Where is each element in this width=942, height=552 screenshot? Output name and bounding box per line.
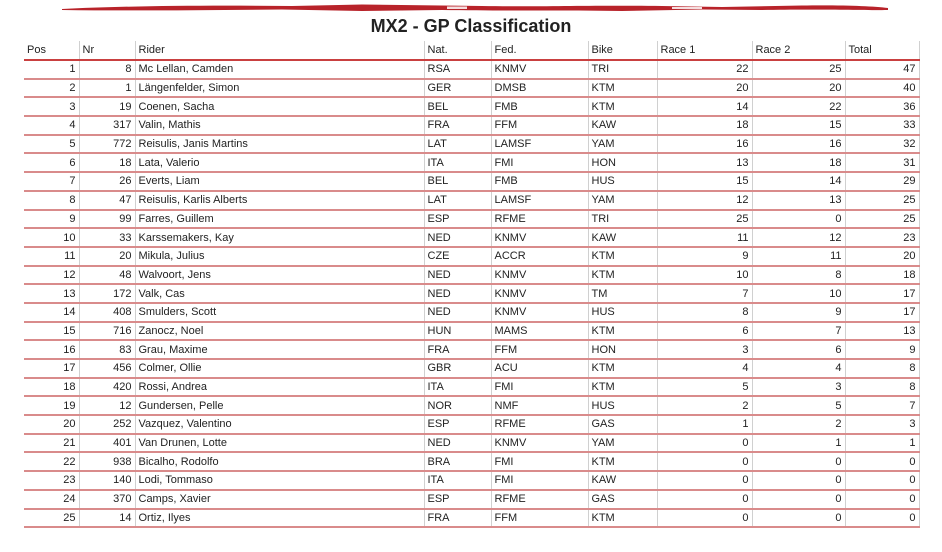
cell-total: 17 bbox=[845, 284, 919, 303]
cell-total: 23 bbox=[845, 228, 919, 247]
page-title: MX2 - GP Classification bbox=[370, 16, 572, 36]
cell-race2: 0 bbox=[752, 509, 845, 528]
cell-total: 33 bbox=[845, 116, 919, 135]
cell-nat: NED bbox=[424, 303, 491, 322]
cell-bike: KTM bbox=[588, 97, 657, 116]
cell-bike: YAM bbox=[588, 135, 657, 154]
cell-nr: 408 bbox=[79, 303, 135, 322]
cell-fed: KNMV bbox=[491, 266, 588, 285]
cell-bike: KTM bbox=[588, 247, 657, 266]
cell-rider: Reisulis, Janis Martins bbox=[135, 135, 424, 154]
cell-nat: NED bbox=[424, 434, 491, 453]
cell-race2: 9 bbox=[752, 303, 845, 322]
cell-rider: Mikula, Julius bbox=[135, 247, 424, 266]
cell-fed: NMF bbox=[491, 396, 588, 415]
classification-table bbox=[24, 41, 920, 528]
cell-pos: 13 bbox=[24, 284, 79, 303]
table-row[interactable] bbox=[24, 135, 919, 154]
header-nat[interactable]: Nat. bbox=[424, 41, 491, 60]
cell-fed: RFME bbox=[491, 415, 588, 434]
cell-rider: Smulders, Scott bbox=[135, 303, 424, 322]
table-row[interactable] bbox=[24, 396, 919, 415]
cell-nat: ESP bbox=[424, 210, 491, 229]
cell-rider: Camps, Xavier bbox=[135, 490, 424, 509]
cell-rider: Rossi, Andrea bbox=[135, 378, 424, 397]
cell-nr: 172 bbox=[79, 284, 135, 303]
table-row[interactable] bbox=[24, 490, 919, 509]
cell-total: 20 bbox=[845, 247, 919, 266]
cell-total: 40 bbox=[845, 79, 919, 98]
cell-nr: 938 bbox=[79, 452, 135, 471]
cell-total: 3 bbox=[845, 415, 919, 434]
cell-fed: KNMV bbox=[491, 434, 588, 453]
cell-fed: KNMV bbox=[491, 228, 588, 247]
cell-total: 31 bbox=[845, 153, 919, 172]
cell-race1: 16 bbox=[657, 135, 752, 154]
cell-total: 29 bbox=[845, 172, 919, 191]
cell-fed: FFM bbox=[491, 116, 588, 135]
cell-pos: 3 bbox=[24, 97, 79, 116]
table-row[interactable] bbox=[24, 228, 919, 247]
cell-bike: YAM bbox=[588, 434, 657, 453]
cell-race2: 18 bbox=[752, 153, 845, 172]
cell-pos: 21 bbox=[24, 434, 79, 453]
cell-nr: 20 bbox=[79, 247, 135, 266]
cell-total: 8 bbox=[845, 378, 919, 397]
cell-fed: FMI bbox=[491, 452, 588, 471]
table-row[interactable] bbox=[24, 378, 919, 397]
cell-rider: Längenfelder, Simon bbox=[135, 79, 424, 98]
cell-nr: 26 bbox=[79, 172, 135, 191]
cell-rider: Bicalho, Rodolfo bbox=[135, 452, 424, 471]
cell-bike: YAM bbox=[588, 191, 657, 210]
cell-pos: 15 bbox=[24, 322, 79, 341]
cell-bike: KTM bbox=[588, 509, 657, 528]
cell-race1: 6 bbox=[657, 322, 752, 341]
cell-fed: FMB bbox=[491, 97, 588, 116]
cell-bike: GAS bbox=[588, 490, 657, 509]
cell-bike: TRI bbox=[588, 210, 657, 229]
cell-nr: 252 bbox=[79, 415, 135, 434]
cell-race1: 5 bbox=[657, 378, 752, 397]
cell-race2: 16 bbox=[752, 135, 845, 154]
cell-race2: 0 bbox=[752, 452, 845, 471]
header-bike[interactable]: Bike bbox=[588, 41, 657, 60]
cell-nr: 33 bbox=[79, 228, 135, 247]
table-row[interactable] bbox=[24, 266, 919, 285]
cell-nat: BEL bbox=[424, 172, 491, 191]
cell-bike: KAW bbox=[588, 471, 657, 490]
cell-race2: 0 bbox=[752, 210, 845, 229]
cell-race2: 2 bbox=[752, 415, 845, 434]
cell-race1: 22 bbox=[657, 60, 752, 79]
cell-nat: BEL bbox=[424, 97, 491, 116]
cell-fed: FMI bbox=[491, 471, 588, 490]
cell-race1: 0 bbox=[657, 452, 752, 471]
table-row[interactable] bbox=[24, 434, 919, 453]
cell-race1: 0 bbox=[657, 509, 752, 528]
cell-bike: HON bbox=[588, 153, 657, 172]
cell-race2: 25 bbox=[752, 60, 845, 79]
cell-rider: Grau, Maxime bbox=[135, 340, 424, 359]
cell-pos: 2 bbox=[24, 79, 79, 98]
cell-bike: HUS bbox=[588, 172, 657, 191]
banner-stroke-main bbox=[62, 5, 888, 12]
cell-fed: KNMV bbox=[491, 284, 588, 303]
cell-pos: 5 bbox=[24, 135, 79, 154]
cell-nr: 772 bbox=[79, 135, 135, 154]
cell-bike: TRI bbox=[588, 60, 657, 79]
cell-total: 7 bbox=[845, 396, 919, 415]
cell-pos: 20 bbox=[24, 415, 79, 434]
cell-nr: 1 bbox=[79, 79, 135, 98]
cell-bike: GAS bbox=[588, 415, 657, 434]
cell-bike: KTM bbox=[588, 359, 657, 378]
cell-race1: 20 bbox=[657, 79, 752, 98]
cell-race1: 3 bbox=[657, 340, 752, 359]
cell-nat: NOR bbox=[424, 396, 491, 415]
cell-rider: Gundersen, Pelle bbox=[135, 396, 424, 415]
cell-race2: 22 bbox=[752, 97, 845, 116]
cell-pos: 4 bbox=[24, 116, 79, 135]
cell-nat: ITA bbox=[424, 153, 491, 172]
cell-nr: 18 bbox=[79, 153, 135, 172]
cell-rider: Lata, Valerio bbox=[135, 153, 424, 172]
cell-race1: 9 bbox=[657, 247, 752, 266]
cell-nat: GER bbox=[424, 79, 491, 98]
cell-rider: Ortiz, Ilyes bbox=[135, 509, 424, 528]
cell-nat: ITA bbox=[424, 471, 491, 490]
cell-nat: NED bbox=[424, 228, 491, 247]
cell-pos: 8 bbox=[24, 191, 79, 210]
cell-nr: 716 bbox=[79, 322, 135, 341]
cell-pos: 22 bbox=[24, 452, 79, 471]
table-row[interactable] bbox=[24, 210, 919, 229]
cell-nat: BRA bbox=[424, 452, 491, 471]
cell-pos: 14 bbox=[24, 303, 79, 322]
cell-nr: 420 bbox=[79, 378, 135, 397]
cell-rider: Farres, Guillem bbox=[135, 210, 424, 229]
cell-pos: 7 bbox=[24, 172, 79, 191]
cell-race1: 4 bbox=[657, 359, 752, 378]
header-rider[interactable]: Rider bbox=[135, 41, 424, 60]
cell-race2: 5 bbox=[752, 396, 845, 415]
cell-nat: NED bbox=[424, 266, 491, 285]
cell-nr: 401 bbox=[79, 434, 135, 453]
cell-pos: 11 bbox=[24, 247, 79, 266]
cell-total: 18 bbox=[845, 266, 919, 285]
cell-nr: 19 bbox=[79, 97, 135, 116]
cell-fed: FFM bbox=[491, 509, 588, 528]
cell-bike: KTM bbox=[588, 322, 657, 341]
cell-pos: 24 bbox=[24, 490, 79, 509]
cell-fed: LAMSF bbox=[491, 135, 588, 154]
cell-race1: 0 bbox=[657, 490, 752, 509]
cell-race1: 0 bbox=[657, 434, 752, 453]
cell-rider: Vazquez, Valentino bbox=[135, 415, 424, 434]
cell-race2: 13 bbox=[752, 191, 845, 210]
cell-fed: FMI bbox=[491, 153, 588, 172]
cell-fed: RFME bbox=[491, 490, 588, 509]
cell-rider: Coenen, Sacha bbox=[135, 97, 424, 116]
cell-race1: 15 bbox=[657, 172, 752, 191]
cell-race1: 0 bbox=[657, 471, 752, 490]
cell-fed: FMB bbox=[491, 172, 588, 191]
cell-pos: 25 bbox=[24, 509, 79, 528]
cell-nr: 370 bbox=[79, 490, 135, 509]
cell-nr: 99 bbox=[79, 210, 135, 229]
cell-total: 36 bbox=[845, 97, 919, 116]
cell-race2: 14 bbox=[752, 172, 845, 191]
cell-race2: 6 bbox=[752, 340, 845, 359]
cell-total: 17 bbox=[845, 303, 919, 322]
cell-race1: 7 bbox=[657, 284, 752, 303]
cell-pos: 12 bbox=[24, 266, 79, 285]
cell-pos: 19 bbox=[24, 396, 79, 415]
cell-nr: 83 bbox=[79, 340, 135, 359]
table-row[interactable] bbox=[24, 191, 919, 210]
cell-bike: KTM bbox=[588, 266, 657, 285]
table-row[interactable] bbox=[24, 153, 919, 172]
cell-rider: Everts, Liam bbox=[135, 172, 424, 191]
cell-fed: RFME bbox=[491, 210, 588, 229]
cell-nat: FRA bbox=[424, 509, 491, 528]
table-row[interactable] bbox=[24, 509, 919, 528]
cell-race2: 0 bbox=[752, 490, 845, 509]
cell-total: 0 bbox=[845, 471, 919, 490]
cell-race1: 8 bbox=[657, 303, 752, 322]
table-row[interactable] bbox=[24, 172, 919, 191]
header-fed[interactable]: Fed. bbox=[491, 41, 588, 60]
header-race1[interactable]: Race 1 bbox=[657, 41, 752, 60]
cell-nr: 47 bbox=[79, 191, 135, 210]
cell-total: 0 bbox=[845, 490, 919, 509]
header-total[interactable]: Total bbox=[845, 41, 919, 60]
header-pos[interactable]: Pos bbox=[24, 41, 79, 60]
cell-fed: MAMS bbox=[491, 322, 588, 341]
cell-nr: 8 bbox=[79, 60, 135, 79]
cell-fed: FMI bbox=[491, 378, 588, 397]
cell-fed: FFM bbox=[491, 340, 588, 359]
cell-total: 0 bbox=[845, 452, 919, 471]
cell-fed: KNMV bbox=[491, 303, 588, 322]
cell-total: 0 bbox=[845, 509, 919, 528]
cell-total: 1 bbox=[845, 434, 919, 453]
cell-pos: 6 bbox=[24, 153, 79, 172]
cell-race1: 12 bbox=[657, 191, 752, 210]
cell-pos: 1 bbox=[24, 60, 79, 79]
cell-nr: 12 bbox=[79, 396, 135, 415]
cell-total: 13 bbox=[845, 322, 919, 341]
cell-bike: KAW bbox=[588, 228, 657, 247]
cell-total: 9 bbox=[845, 340, 919, 359]
table-row[interactable] bbox=[24, 97, 919, 116]
cell-fed: DMSB bbox=[491, 79, 588, 98]
cell-total: 8 bbox=[845, 359, 919, 378]
table-row[interactable] bbox=[24, 322, 919, 341]
cell-nat: NED bbox=[424, 284, 491, 303]
table-header-row bbox=[24, 41, 919, 60]
cell-nat: LAT bbox=[424, 135, 491, 154]
cell-race1: 10 bbox=[657, 266, 752, 285]
cell-bike: KTM bbox=[588, 452, 657, 471]
cell-fed: ACCR bbox=[491, 247, 588, 266]
cell-race2: 3 bbox=[752, 378, 845, 397]
cell-bike: KAW bbox=[588, 116, 657, 135]
cell-fed: LAMSF bbox=[491, 191, 588, 210]
cell-race2: 12 bbox=[752, 228, 845, 247]
cell-race1: 2 bbox=[657, 396, 752, 415]
cell-pos: 10 bbox=[24, 228, 79, 247]
cell-race1: 13 bbox=[657, 153, 752, 172]
table-row[interactable] bbox=[24, 303, 919, 322]
cell-nr: 317 bbox=[79, 116, 135, 135]
cell-rider: Zanocz, Noel bbox=[135, 322, 424, 341]
cell-race2: 1 bbox=[752, 434, 845, 453]
header-nr[interactable]: Nr bbox=[79, 41, 135, 60]
cell-race2: 7 bbox=[752, 322, 845, 341]
cell-rider: Colmer, Ollie bbox=[135, 359, 424, 378]
cell-rider: Lodi, Tommaso bbox=[135, 471, 424, 490]
cell-bike: TM bbox=[588, 284, 657, 303]
cell-race2: 0 bbox=[752, 471, 845, 490]
cell-race2: 8 bbox=[752, 266, 845, 285]
cell-nr: 456 bbox=[79, 359, 135, 378]
cell-total: 25 bbox=[845, 210, 919, 229]
cell-bike: HUS bbox=[588, 396, 657, 415]
cell-nat: ESP bbox=[424, 415, 491, 434]
cell-race2: 4 bbox=[752, 359, 845, 378]
table-row[interactable] bbox=[24, 471, 919, 490]
cell-nat: FRA bbox=[424, 116, 491, 135]
cell-race2: 20 bbox=[752, 79, 845, 98]
cell-race2: 11 bbox=[752, 247, 845, 266]
cell-rider: Reisulis, Karlis Alberts bbox=[135, 191, 424, 210]
cell-nat: ESP bbox=[424, 490, 491, 509]
table-row[interactable] bbox=[24, 452, 919, 471]
table-row[interactable] bbox=[24, 284, 919, 303]
cell-bike: HON bbox=[588, 340, 657, 359]
cell-rider: Walvoort, Jens bbox=[135, 266, 424, 285]
cell-race1: 14 bbox=[657, 97, 752, 116]
cell-pos: 9 bbox=[24, 210, 79, 229]
cell-fed: KNMV bbox=[491, 60, 588, 79]
cell-nat: GBR bbox=[424, 359, 491, 378]
cell-pos: 17 bbox=[24, 359, 79, 378]
table-row[interactable] bbox=[24, 415, 919, 434]
cell-race1: 25 bbox=[657, 210, 752, 229]
cell-nr: 14 bbox=[79, 509, 135, 528]
table-row[interactable] bbox=[24, 247, 919, 266]
cell-nat: CZE bbox=[424, 247, 491, 266]
cell-pos: 18 bbox=[24, 378, 79, 397]
cell-bike: HUS bbox=[588, 303, 657, 322]
table-row[interactable] bbox=[24, 79, 919, 98]
cell-rider: Karssemakers, Kay bbox=[135, 228, 424, 247]
cell-rider: Mc Lellan, Camden bbox=[135, 60, 424, 79]
table-row[interactable] bbox=[24, 359, 919, 378]
cell-race1: 18 bbox=[657, 116, 752, 135]
table-row[interactable] bbox=[24, 60, 919, 79]
table-row[interactable] bbox=[24, 340, 919, 359]
cell-rider: Valk, Cas bbox=[135, 284, 424, 303]
table-row[interactable] bbox=[24, 116, 919, 135]
cell-nr: 140 bbox=[79, 471, 135, 490]
cell-total: 47 bbox=[845, 60, 919, 79]
cell-nat: LAT bbox=[424, 191, 491, 210]
cell-nat: FRA bbox=[424, 340, 491, 359]
cell-total: 32 bbox=[845, 135, 919, 154]
cell-bike: KTM bbox=[588, 79, 657, 98]
banner-brush-stroke bbox=[62, 4, 888, 12]
cell-nat: ITA bbox=[424, 378, 491, 397]
cell-race1: 1 bbox=[657, 415, 752, 434]
cell-nat: HUN bbox=[424, 322, 491, 341]
cell-total: 25 bbox=[845, 191, 919, 210]
cell-pos: 23 bbox=[24, 471, 79, 490]
cell-race2: 10 bbox=[752, 284, 845, 303]
cell-race2: 15 bbox=[752, 116, 845, 135]
cell-nr: 48 bbox=[79, 266, 135, 285]
cell-fed: ACU bbox=[491, 359, 588, 378]
cell-rider: Valin, Mathis bbox=[135, 116, 424, 135]
header-race2[interactable]: Race 2 bbox=[752, 41, 845, 60]
cell-rider: Van Drunen, Lotte bbox=[135, 434, 424, 453]
cell-bike: KTM bbox=[588, 378, 657, 397]
cell-nat: RSA bbox=[424, 60, 491, 79]
cell-pos: 16 bbox=[24, 340, 79, 359]
cell-race1: 11 bbox=[657, 228, 752, 247]
